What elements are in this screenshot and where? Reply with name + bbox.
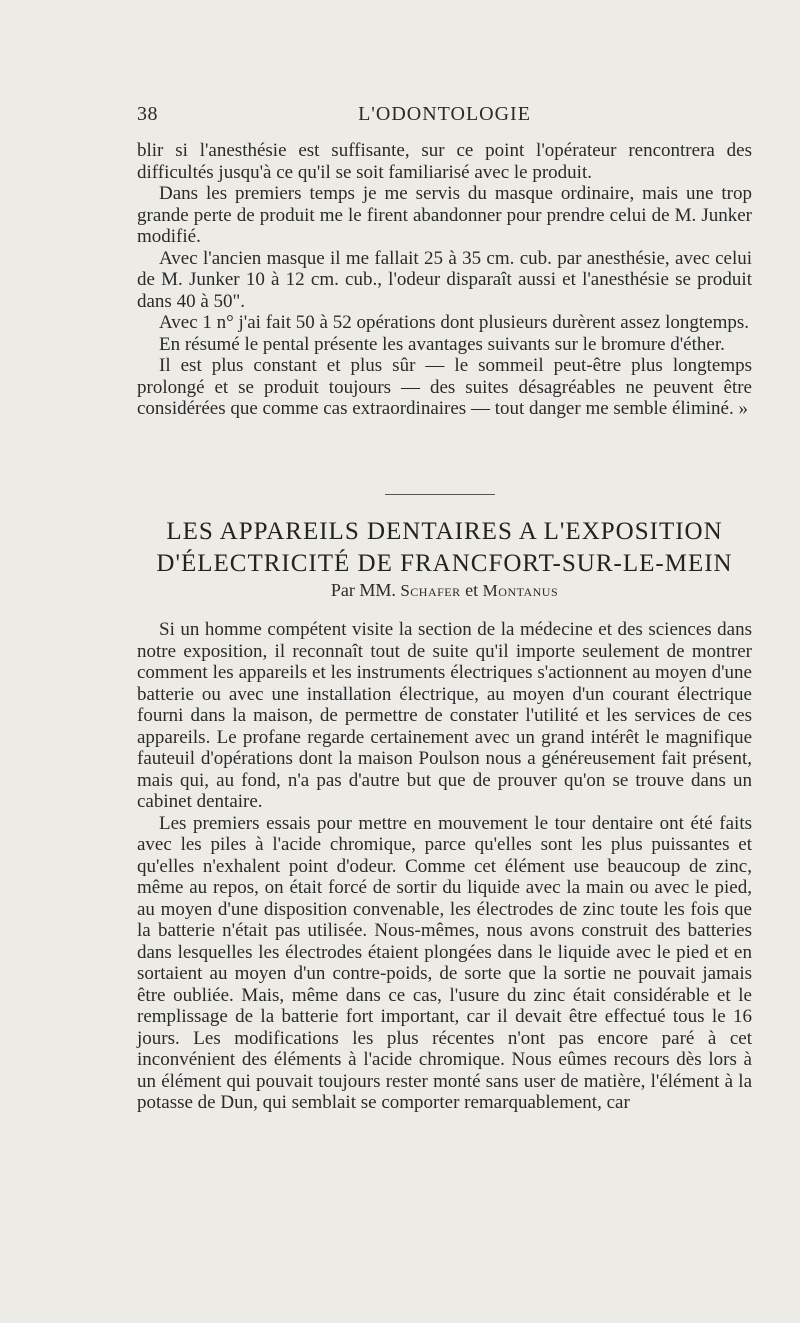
paragraph: En résumé le pental présente les avantages suivants sur le bromure d'éther. [159, 333, 725, 355]
page-number: 38 [137, 103, 158, 125]
paragraph: Avec 1 n° j'ai fait 50 à 52 opérations dont plusieurs durèrent assez longtemps. [159, 312, 750, 333]
previous-article-ending [137, 140, 752, 420]
paragraph: blir si l'anesthésie est suffisante, sur ce point l'opérateur rencontrera des difficultés jusqu'à ce qu'il se soit familiarisé avec le produit. [137, 140, 752, 183]
author-name: Montanus [482, 581, 559, 600]
paragraph: Il est plus constant et plus sûr — le sommeil peut-être plus longtemps prolongé et se produit toujours — des suites désagréables ne peuvent être considérées que comme cas extraordinaires — tout danger me semble éliminé. » [137, 355, 752, 419]
byline-conjunction: et [465, 580, 479, 600]
running-head [137, 103, 752, 133]
paragraph: Avec l'ancien masque il me fallait 25 à 35 cm. cub. par anesthésie, avec celui de M. Junker 10 à 12 cm. cub., l'odeur disparaît aussi et l'anesthésie se produit dans 40 à 50". [137, 247, 752, 312]
paragraph: Dans les premiers temps je me servis du masque ordinaire, mais une trop grande perte de produit me le firent abandonner pour prendre celui de M. Junker modifié. [137, 183, 752, 247]
paragraph: Les premiers essais pour mettre en mouvement le tour dentaire ont été faits avec les piles à l'acide chromique, parce qu'elles sont les plus puissantes et qu'elles n'exhalent point d'odeur. Comme cet élément use beaucoup de zinc, même au repos, on était forcé de sortir du liquide avec la main ou avec le pied, au moyen d'une disposition convenable, les électrodes de zinc toute les fois que la batterie n'était pas utilisée. Nous-mêmes, nous avons construit des batteries dans lesquelles les électrodes étaient plongées dans le liquide avec le pied et en sortaient au moyen d'un contre-poids, de sorte que la sortie ne pouvait jamais être oubliée. Mais, même dans ce cas, l'usure du zinc était considérable et le remplissage de la batterie fort important, car il devait être effectué tous le 16 jours. Les modifications les plus récentes n'ont pas encore paré à cet inconvénient des éléments à l'acide chromique. Nous eûmes recours dès lors à un élément qui pouvait toujours rester monté sans user de matière, l'élément à la potasse de Dun, qui semblait se comporter remarquablement, car [137, 812, 752, 1113]
article-body [137, 619, 752, 1114]
section-divider [385, 494, 495, 495]
author-name: Schafer [400, 581, 461, 600]
article-title: LES APPAREILS DENTAIRES A L'EXPOSITION D'ÉLECTRICITÉ DE FRANCFORT-SUR-LE-MEIN [156, 518, 733, 577]
journal-title: L'ODONTOLOGIE [358, 103, 531, 125]
byline [137, 580, 752, 601]
byline-prefix: Par MM. [330, 580, 396, 600]
paragraph: Si un homme compétent visite la section de la médecine et des sciences dans notre exposition, il reconnaît tout de suite qu'il importe seulement de montrer comment les appareils et les instruments électriques s'actionnent au moyen d'une batterie ou avec une installation électrique, au moyen d'un courant électrique fourni dans la maison, de permettre de constater l'utilité et les services de ces appareils. Le profane regarde certainement avec un grand intérêt le magnifique fauteuil d'opérations dont la maison Poulson nous a généreusement fait présent, mais qui, au fond, n'a pas d'autre but que de prouver qu'on se trouve dans un cabinet dentaire. [137, 619, 752, 812]
